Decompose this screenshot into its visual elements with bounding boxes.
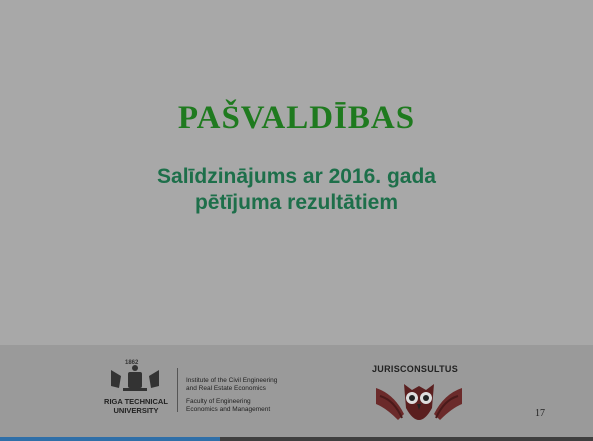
- institute-line-1: Institute of the Civil Engineering: [186, 377, 278, 384]
- subtitle-line-2: pētījuma rezultātiem: [194, 191, 399, 214]
- jurisconsultus-name: JURISCONSULTUS: [372, 364, 459, 374]
- bottom-dark-bar: [220, 437, 593, 441]
- institute-text: [186, 377, 277, 392]
- slide-title: PAŠVALDĪBAS: [177, 100, 416, 136]
- rtu-name: [100, 397, 172, 415]
- faculty-line-2: Economics and Management: [186, 405, 271, 413]
- footer-band: [0, 345, 593, 441]
- subtitle-line-1: Salīdzinājums ar 2016. gada: [157, 165, 436, 188]
- slide-subtitle: [0, 164, 593, 216]
- rtu-name-line-1: RIGA TECHNICAL: [104, 397, 168, 406]
- page-number: 17: [535, 408, 545, 419]
- logo-divider: [177, 368, 178, 412]
- progress-accent-bar: [0, 437, 220, 441]
- rtu-name-line-2: UNIVERSITY: [113, 406, 159, 415]
- institute-line-2: and Real Estate Economics: [186, 384, 266, 392]
- owl-logo-icon: [374, 374, 464, 434]
- faculty-line-1: Faculty of Engineering: [186, 398, 251, 405]
- faculty-text: [186, 398, 270, 413]
- rtu-year: 1862: [125, 360, 139, 366]
